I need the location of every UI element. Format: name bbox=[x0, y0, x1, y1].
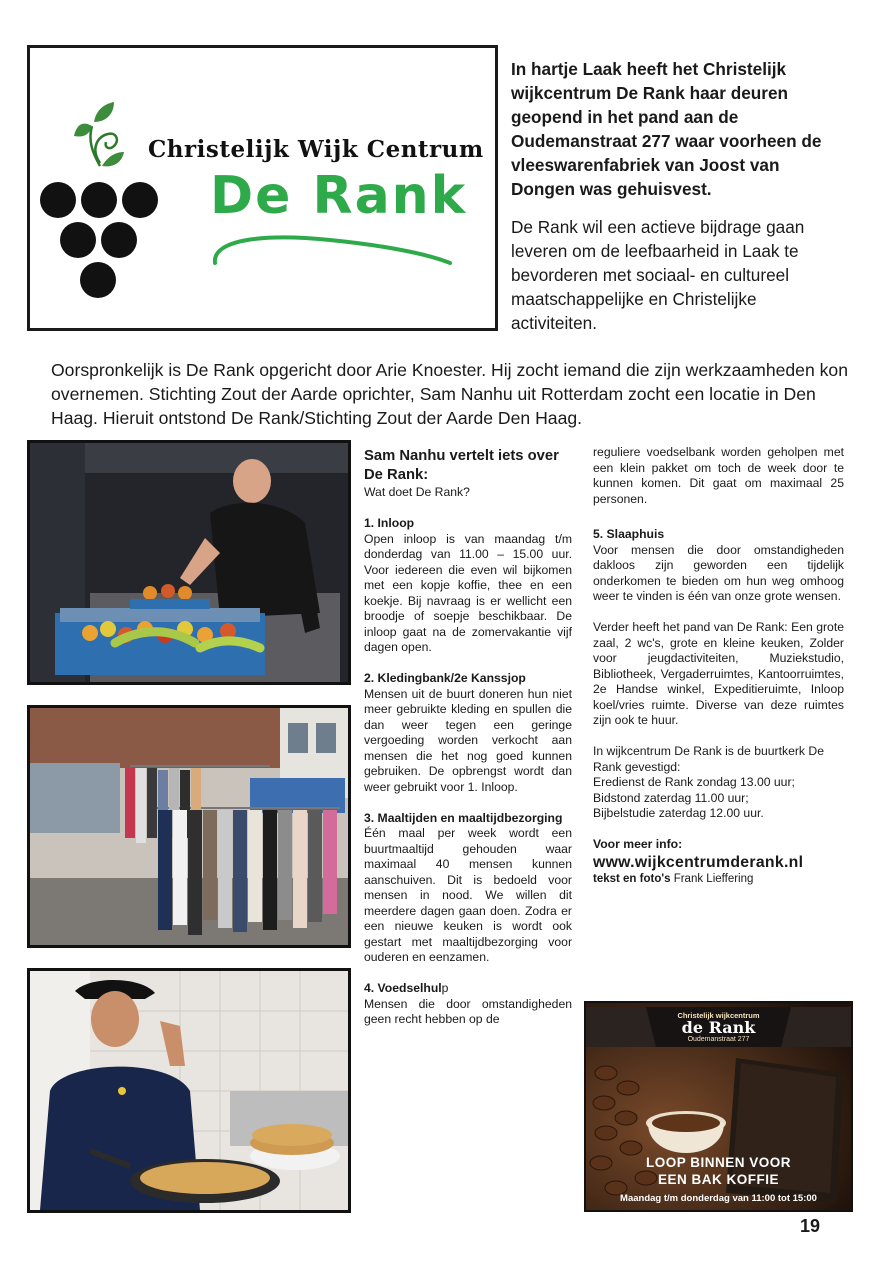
article-heading: Sam Nanhu vertelt iets over De Rank: bbox=[364, 448, 559, 483]
section-maaltijden-title: 3. Maaltijden en maaltijdbezorging bbox=[364, 810, 563, 825]
section-maaltijden-text: Één maal per week wordt een buurtmaaltijd gehouden waar maximaal 40 mensen kunnen aanschuiven. Dit is bedoeld voor mensen in nood. We willen dit meerdere dagen gaan doen. Zodra er een nieuwe keuken is wordt ook gestart met maaltijdbezorging voor ouderen en eenzamen. bbox=[364, 826, 572, 964]
photo-cooking bbox=[27, 968, 351, 1213]
photo-credit: tekst en foto's Frank Lieffering bbox=[593, 872, 754, 885]
church-line-2: Bidstond zaterdag 11.00 uur; bbox=[593, 790, 749, 805]
lead-paragraph: Oorspronkelijk is De Rank opgericht door Arie Knoester. Hij zocht iemand die zijn werkzaamheden kon overnemen. Stichting Zout der Aarde oprichter, Sam Nanhu uit Rotterdam zocht een locatie in Den Haag. Hieruit ontstond De Rank/Stichting Zout der Aarde Den Haag. bbox=[51, 360, 849, 428]
article-column-middle bbox=[364, 447, 572, 1043]
intro-normal: De Rank wil een actieve bijdrage gaan leveren om de leefbaarheid in Laak te bevorderen met sociaal- en cultureel maatschappelijke en Christelijke activiteiten. bbox=[511, 217, 805, 333]
church-block bbox=[593, 744, 844, 822]
intro-bold: In hartje Laak heeft het Christelijk wijkcentrum De Rank haar deuren geopend in het pand aan de Oudemanstraat 277 waar voorheen de vleeswarenfabriek van Joost van Dongen was gehuisvest. bbox=[511, 59, 822, 199]
section-voedselhulp-title: 4. Voedselhulp bbox=[364, 981, 449, 995]
church-intro: In wijkcentrum De Rank is de buurtkerk De Rank gevestigd: bbox=[593, 744, 824, 774]
facilities-text: Verder heeft het pand van De Rank: Een grote zaal, 2 wc's, grote en kleine keuken, Zolder voor jeugdactiviteiten, Muziekstudio, Bibliotheek, Vergaderruimtes, Kantoorruimtes, 2e Handse winkel, Expeditieruimte, Inloop koel/vries ruimte. Diverse van deze ruimtes zijn ook te huur. bbox=[593, 620, 844, 727]
section-inloop-text: Open inloop is van maandag t/m donderdag van 11.00 – 15.00 uur. Voor iedereen die even wil bijkomen met een kopje koffie, thee en een koekje. Bij navraag is er wellicht een broodje of soepje beschikbaar. De inloop gaat na de zomervakantie vijf dagen open. bbox=[364, 531, 572, 654]
ad-line-3: Maandag t/m donderdag van 11:00 tot 15:00 bbox=[620, 1193, 817, 1204]
church-line-1: Eredienst de Rank zondag 13.00 uur; bbox=[593, 775, 795, 789]
photo-fruit-crates bbox=[27, 440, 351, 685]
church-line-3: Bijbelstudie zaterdag 12.00 uur. bbox=[593, 806, 764, 820]
ad-line-2: EEN BAK KOFFIE bbox=[657, 1172, 779, 1187]
logo-box bbox=[27, 45, 498, 331]
section-inloop-title: 1. Inloop bbox=[364, 516, 415, 530]
ad-title: de Rank bbox=[681, 1018, 756, 1037]
logo-title: Christelijk Wijk Centrum bbox=[148, 136, 484, 163]
page-number: 19 bbox=[800, 1216, 821, 1236]
section-slaaphuis-text: Voor mensen die door omstandigheden dakloos zijn geworden een tijdelijk onderkomen te bieden om hun weg omhoog weer te vinden is één van onze grote wensen. bbox=[593, 542, 844, 603]
section-voedselhulp-text-a: Mensen die door omstandigheden geen recht hebben op de bbox=[364, 996, 572, 1026]
ad-line-1: LOOP BINNEN VOOR bbox=[645, 1155, 792, 1170]
ad-subtitle: Christelijk wijkcentrum bbox=[677, 1011, 760, 1020]
more-info-label: Voor meer info: bbox=[593, 837, 683, 851]
ad-address: Oudemanstraat 277 bbox=[687, 1036, 750, 1043]
article-question: Wat doet De Rank? bbox=[364, 485, 470, 499]
article-column-right bbox=[593, 445, 844, 887]
website-link[interactable]: www.wijkcentrumderank.nl bbox=[593, 853, 804, 871]
section-slaaphuis-title: 5. Slaaphuis bbox=[593, 527, 665, 541]
section-kledingbank-title: 2. Kledingbank/2e Kanssjop bbox=[364, 671, 526, 685]
intro-text bbox=[511, 57, 846, 335]
photo-clothing-racks bbox=[27, 705, 351, 948]
logo-name: De Rank bbox=[210, 166, 468, 226]
coffee-advertisement bbox=[584, 1001, 853, 1212]
section-kledingbank-text: Mensen uit de buurt doneren hun niet meer gebruikte kleding en spullen die dan weer tegen een geringe vergoeding worden verkocht aan mensen die het nog goed kunnen gebruiken. De opbrengst wordt dan weer gebruikt voor 1. Inloop. bbox=[364, 686, 572, 794]
section-voedselhulp-text-b: reguliere voedselbank worden geholpen met een klein pakket om toch de week door te kunnen komen. Dit gaat om maximaal 25 personen. bbox=[593, 445, 844, 506]
